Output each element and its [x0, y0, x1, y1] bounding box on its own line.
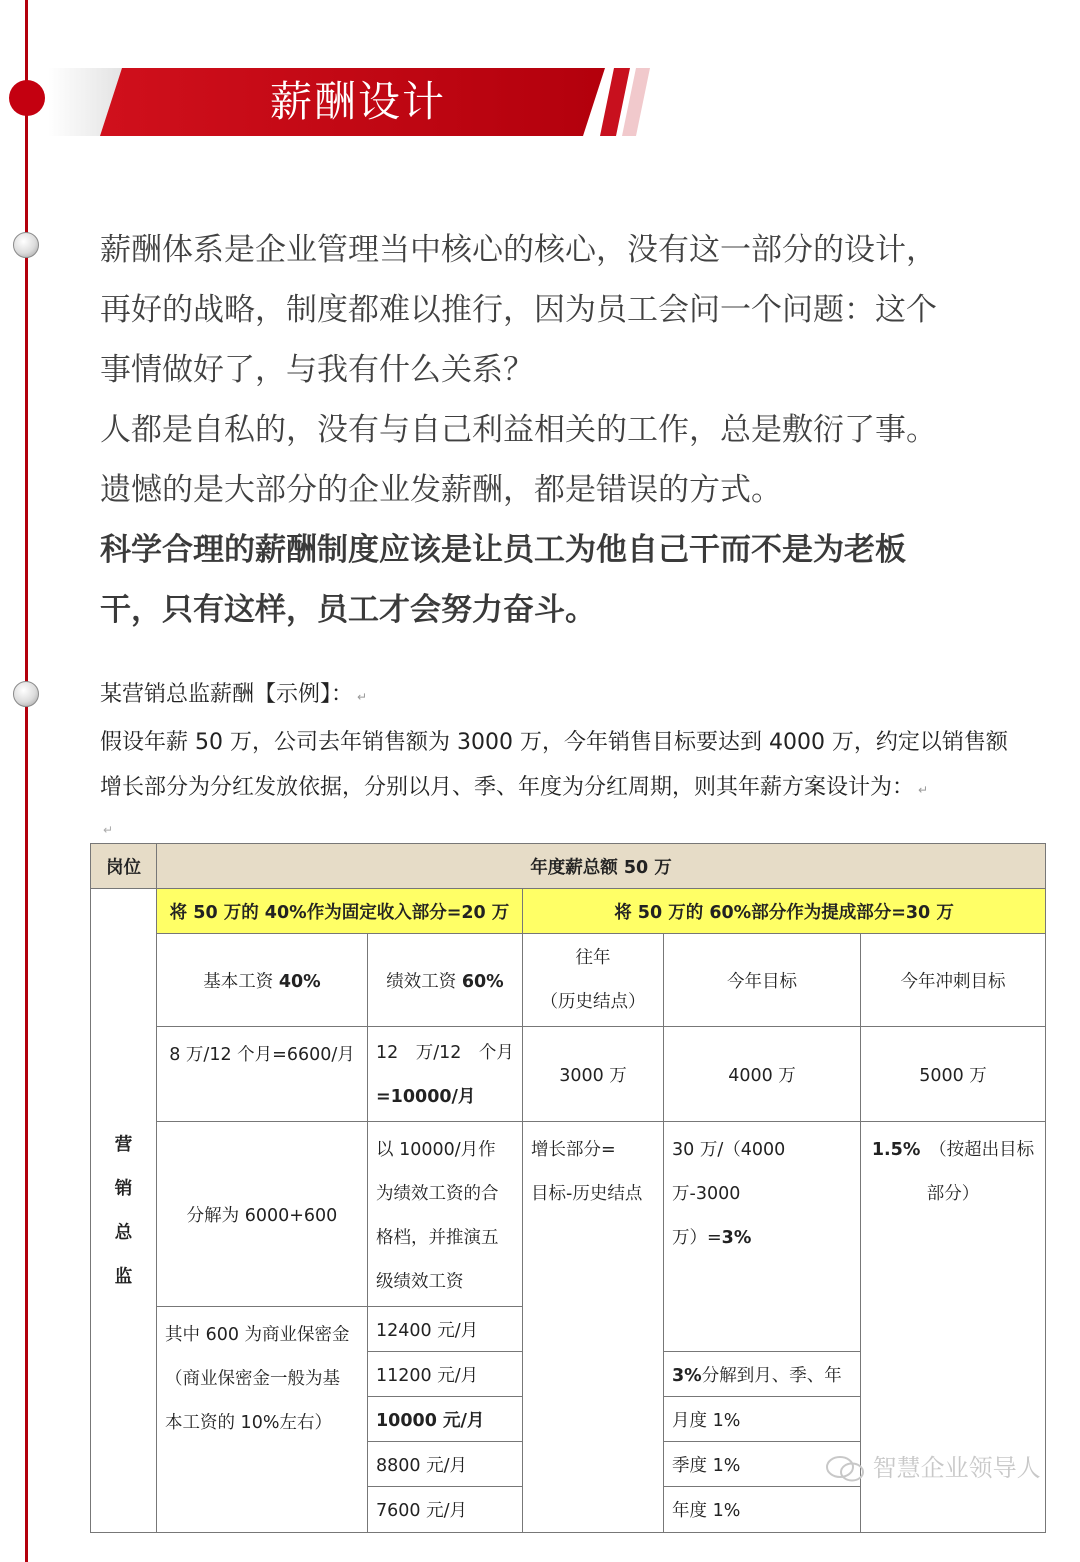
perf-monthly-cell: 12 万/12 个月 =10000/月	[368, 1027, 523, 1122]
intro-line: 遗憾的是大部分的企业发薪酬，都是错误的方式。	[100, 472, 782, 508]
intro-line: 再好的战略，制度都难以推行，因为员工会问一个问题：这个	[100, 292, 937, 328]
base-salary-cell: 基本工资 40%	[157, 934, 368, 1027]
wechat-icon	[825, 1455, 865, 1483]
intro-line: 薪酬体系是企业管理当中核心的核心，没有这一部分的设计，	[100, 232, 937, 268]
header-total: 年度薪总额 50 万	[157, 844, 1046, 889]
perf-level-cell: 11200 元/月	[368, 1352, 523, 1397]
watermark-text: 智慧企业领导人	[872, 1454, 1041, 1482]
example-line: 增长部分为分红发放依据，分别以月、季、年度为分红周期，则其年薪方案设计为：	[100, 775, 915, 800]
paragraph-mark-icon: ↵	[357, 690, 368, 704]
fixed-income-header: 将 50 万的 40%作为固定收入部分=20 万	[157, 889, 523, 934]
position-name-cell: 营 销 总 监	[91, 889, 157, 1533]
yearly-rate-cell: 年度 1%	[664, 1487, 861, 1533]
perf-level-cell: 10000 元/月	[368, 1397, 523, 1442]
intro-line: 人都是自私的，没有与自己利益相关的工作，总是敷衍了事。	[100, 412, 937, 448]
sprint-value-cell: 5000 万	[861, 1027, 1046, 1122]
sprint-rate-cell: 1.5% （按超出目标 部分）	[861, 1122, 1046, 1533]
past-year-cell: 往年 （历史结点）	[523, 934, 664, 1027]
banner-title: 薪酬设计	[270, 77, 447, 126]
secret-desc-cell: 其中 600 为商业保密金 （商业保密金一般为基 本工资的 10%左右）	[157, 1307, 368, 1533]
past-value-cell: 3000 万	[523, 1027, 664, 1122]
perf-level-cell: 8800 元/月	[368, 1442, 523, 1487]
paragraph-mark-icon: ↵	[103, 823, 114, 837]
paragraph-mark-icon: ↵	[918, 783, 929, 797]
watermark	[825, 1448, 1041, 1483]
timeline-dot-red	[9, 80, 45, 116]
example-heading: 某营销总监薪酬【示例】：	[100, 682, 354, 707]
this-year-target-cell: 今年目标	[664, 934, 861, 1027]
quarterly-rate-cell: 季度 1%	[664, 1442, 861, 1487]
perf-level-cell: 12400 元/月	[368, 1307, 523, 1352]
timeline-dot-gray	[13, 232, 39, 258]
intro-bold-line: 科学合理的薪酬制度应该是让员工为他自己干而不是为老板	[100, 532, 906, 568]
intro-text	[100, 220, 1080, 640]
perf-level-cell: 7600 元/月	[368, 1487, 523, 1533]
commission-header: 将 50 万的 60%部分作为提成部分=30 万	[523, 889, 1046, 934]
example-text	[100, 672, 1080, 813]
perf-desc-cell: 以 10000/月作 为绩效工资的合 格档，并推演五 级绩效工资	[368, 1122, 523, 1307]
timeline-dot-gray	[13, 681, 39, 707]
base-monthly-cell: 8 万/12 个月=6600/月	[157, 1027, 368, 1122]
sprint-target-cell: 今年冲刺目标	[861, 934, 1046, 1027]
intro-bold-line: 干，只有这样，员工才会努力奋斗。	[100, 592, 596, 628]
monthly-rate-cell: 月度 1%	[664, 1397, 861, 1442]
header-position: 岗位	[91, 844, 157, 889]
base-split-cell: 分解为 6000+600	[157, 1122, 368, 1307]
perf-salary-cell: 绩效工资 60%	[368, 934, 523, 1027]
growth-desc-cell: 增长部分= 目标-历史结点	[523, 1122, 664, 1533]
rate-desc-cell: 30 万/（4000 万-3000 万）=3%	[664, 1122, 861, 1352]
salary-table	[90, 843, 1046, 1533]
example-line: 假设年薪 50 万，公司去年销售额为 3000 万，今年销售目标要达到 4000 万，约定以销售额	[100, 730, 1008, 755]
split-cell: 3%分解到月、季、年	[664, 1352, 861, 1397]
intro-line: 事情做好了，与我有什么关系？	[100, 352, 534, 388]
target-value-cell: 4000 万	[664, 1027, 861, 1122]
